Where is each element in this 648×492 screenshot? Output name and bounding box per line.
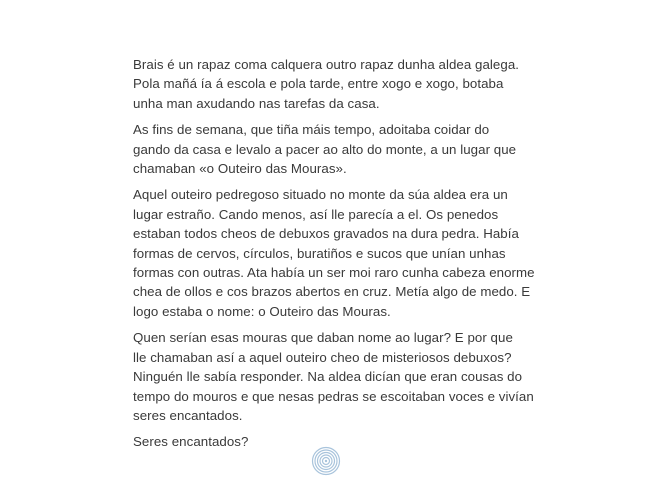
concentric-spiral-icon [311,446,341,476]
paragraph-line: Seres encantados? [133,434,249,450]
paragraph-line: Quen serían esas mouras que daban nome ao lugar? E por que [133,330,513,346]
story-text [133,55,533,459]
paragraph-line: logo estaba o nome: o Outeiro das Mouras. [133,303,391,319]
paragraph-4 [133,328,533,425]
paragraph-line: lle chamaban así a aquel outeiro cheo de misteriosos debuxos? [133,349,512,365]
paragraph-line: lugar estraño. Cando menos, así lle parecía a el. Os penedos [133,206,499,222]
paragraph-line: formas de cervos, círculos, buratiños e sucos que unían unhas [133,245,506,261]
paragraph-line: Ninguén lle sabía responder. Na aldea dicían que eran cousas do [133,369,523,385]
paragraph-3 [133,185,533,321]
paragraph-line: chamaban «o Outeiro das Mouras». [133,161,347,177]
paragraph-1 [133,55,533,113]
paragraph-line: formas con outras. Ata había un ser moi raro cunha cabeza enorme [133,265,535,281]
paragraph-line: unha man axudando nas tarefas da casa. [133,95,380,111]
paragraph-line: Pola mañá ía á escola e pola tarde, entre xogo e xogo, botaba [133,76,504,92]
paragraph-line: chea de ollos e cos brazos abertos en cruz. Metía algo de medo. E [133,284,531,300]
paragraph-line: Brais é un rapaz coma calquera outro rapaz dunha aldea galega. [133,57,520,72]
paragraph-2 [133,120,533,178]
paragraph-line: estaban todos cheos de debuxos gravados na dura pedra. Había [133,226,519,242]
paragraph-line: Aquel outeiro pedregoso situado no monte da súa aldea era un [133,187,508,203]
spiral-graphic [311,446,341,476]
paragraph-line: seres encantados. [133,407,243,423]
paragraph-line: As fins de semana, que tiña máis tempo, adoitaba coidar do [133,122,490,138]
paragraph-line: tempo do mouros e que nesas pedras se escoitaban voces e vivían [133,388,534,404]
paragraph-line: gando da casa e levalo a pacer ao alto do monte, a un lugar que [133,141,517,157]
